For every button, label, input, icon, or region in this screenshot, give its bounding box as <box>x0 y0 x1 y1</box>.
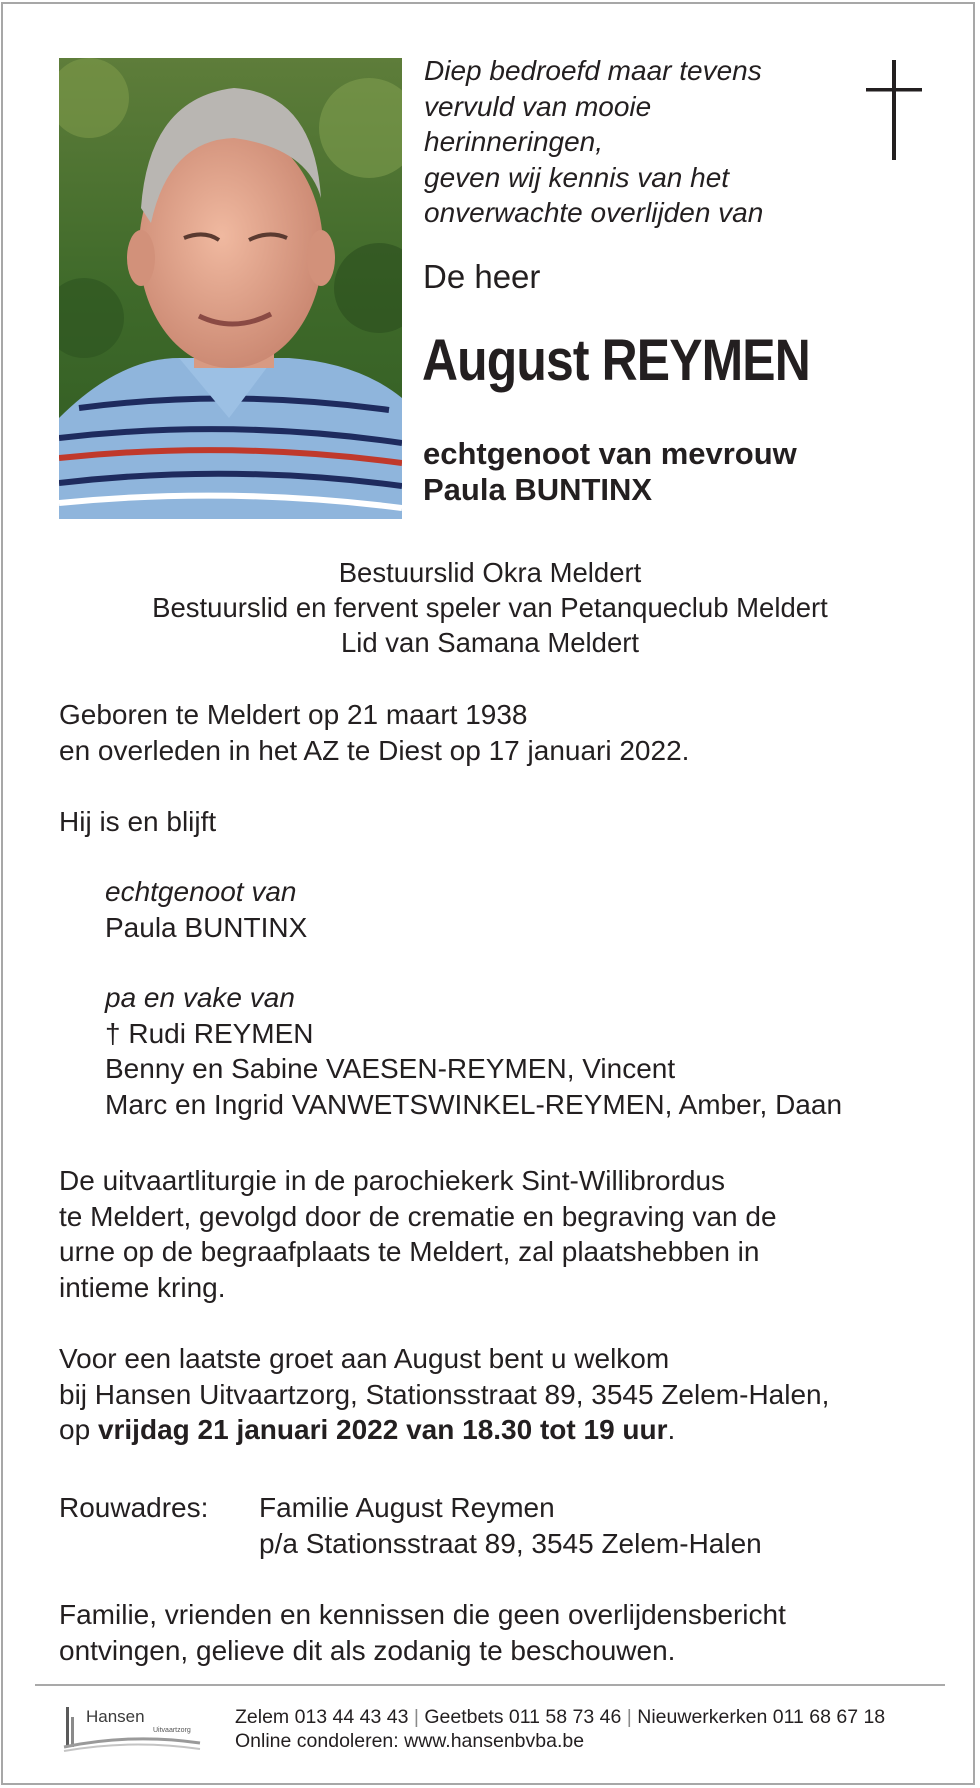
visitation-info <box>59 1341 829 1448</box>
death-line: en overleden in het AZ te Diest op 17 januari 2022. <box>59 734 690 766</box>
closing-line: ontvingen, gelieve dit als zodanig te beschouwen. <box>59 1634 676 1666</box>
mourning-address <box>259 1490 762 1561</box>
separator: | <box>413 1706 419 1728</box>
birth-death-info <box>59 697 689 768</box>
visit-date: vrijdag 21 januari 2022 van 18.30 tot 19 uur <box>97 1414 668 1445</box>
spouse-heading-line: Paula BUNTINX <box>423 472 653 507</box>
funeral-line: urne op de begraafplaats te Meldert, zal plaatshebben in <box>59 1236 760 1267</box>
cross-icon <box>866 60 922 160</box>
role-line: Bestuurslid en fervent speler van Petanqueclub Meldert <box>152 592 828 623</box>
visit-line: bij Hansen Uitvaartzorg, Stationsstraat 89, 3545 Zelem-Halen, <box>59 1378 830 1410</box>
logo-name: Hansen <box>86 1707 145 1726</box>
child-line: † Rudi REYMEN <box>105 1017 314 1049</box>
birth-line: Geboren te Meldert op 21 maart 1938 <box>59 699 528 730</box>
spouse-heading <box>423 436 797 508</box>
logo-subtitle: Uitvaartzorg <box>153 1727 191 1734</box>
funeral-line: intieme kring. <box>59 1271 226 1303</box>
roles-list <box>0 555 980 660</box>
role-line: Lid van Samana Meldert <box>340 627 640 658</box>
address-label: Rouwadres: <box>59 1492 209 1523</box>
portrait-photo <box>59 58 402 519</box>
funeral-line: De uitvaartliturgie in de parochiekerk Sint-Willibrordus <box>59 1165 726 1196</box>
online-condolence: Online condoleren: www.hansenbvba.be <box>235 1730 585 1752</box>
spouse-heading-line: echtgenoot van mevrouw <box>423 436 797 471</box>
funeral-info <box>59 1163 777 1305</box>
intro-line: herinneringen, <box>424 126 604 157</box>
remains-text: Hij is en blijft <box>59 806 217 837</box>
intro-line: geven wij kennis van het <box>424 161 730 193</box>
funeral-line: te Meldert, gevolgd door de crematie en begraving van de <box>59 1200 777 1232</box>
phone-zelem: Zelem 013 44 43 43 <box>235 1706 409 1728</box>
footer-contact <box>235 1705 885 1753</box>
address-line: p/a Stationsstraat 89, 3545 Zelem-Halen <box>259 1527 762 1559</box>
intro-line: onverwachte overlijden van <box>424 197 764 228</box>
children-label: pa en vake van <box>105 982 295 1013</box>
phone-geetbets: Geetbets 011 58 73 46 <box>424 1706 622 1728</box>
visit-suffix: . <box>667 1414 676 1445</box>
address-line: Familie August Reymen <box>259 1492 555 1523</box>
child-line: Benny en Sabine VAESEN-REYMEN, Vincent <box>105 1053 676 1084</box>
footer-phones <box>235 1705 885 1729</box>
visit-date-line <box>59 1412 829 1448</box>
child-line: Marc en Ingrid VANWETSWINKEL-REYMEN, Amber, Daan <box>105 1088 843 1120</box>
deceased-name: August REYMEN <box>422 328 810 393</box>
footer-divider <box>35 1684 945 1686</box>
spouse-label: echtgenoot van <box>105 876 297 907</box>
role-line: Bestuurslid Okra Meldert <box>338 557 642 588</box>
intro-line: Diep bedroefd maar tevens <box>424 55 762 86</box>
visit-line: Voor een laatste groet aan August bent u welkom <box>59 1343 670 1374</box>
intro-text <box>424 53 854 231</box>
closing-line: Familie, vrienden en kennissen die geen overlijdensbericht <box>59 1599 786 1630</box>
spouse-section <box>105 874 307 945</box>
children-section <box>105 980 842 1122</box>
closing-note <box>59 1597 786 1668</box>
intro-line: vervuld van mooie <box>424 90 652 122</box>
separator: | <box>626 1706 632 1728</box>
phone-nieuwerkerken: Nieuwerkerken 011 68 67 18 <box>637 1706 886 1728</box>
honorific: De heer <box>423 258 541 295</box>
spouse-name: Paula BUNTINX <box>105 911 308 943</box>
visit-prefix: op <box>59 1414 98 1445</box>
